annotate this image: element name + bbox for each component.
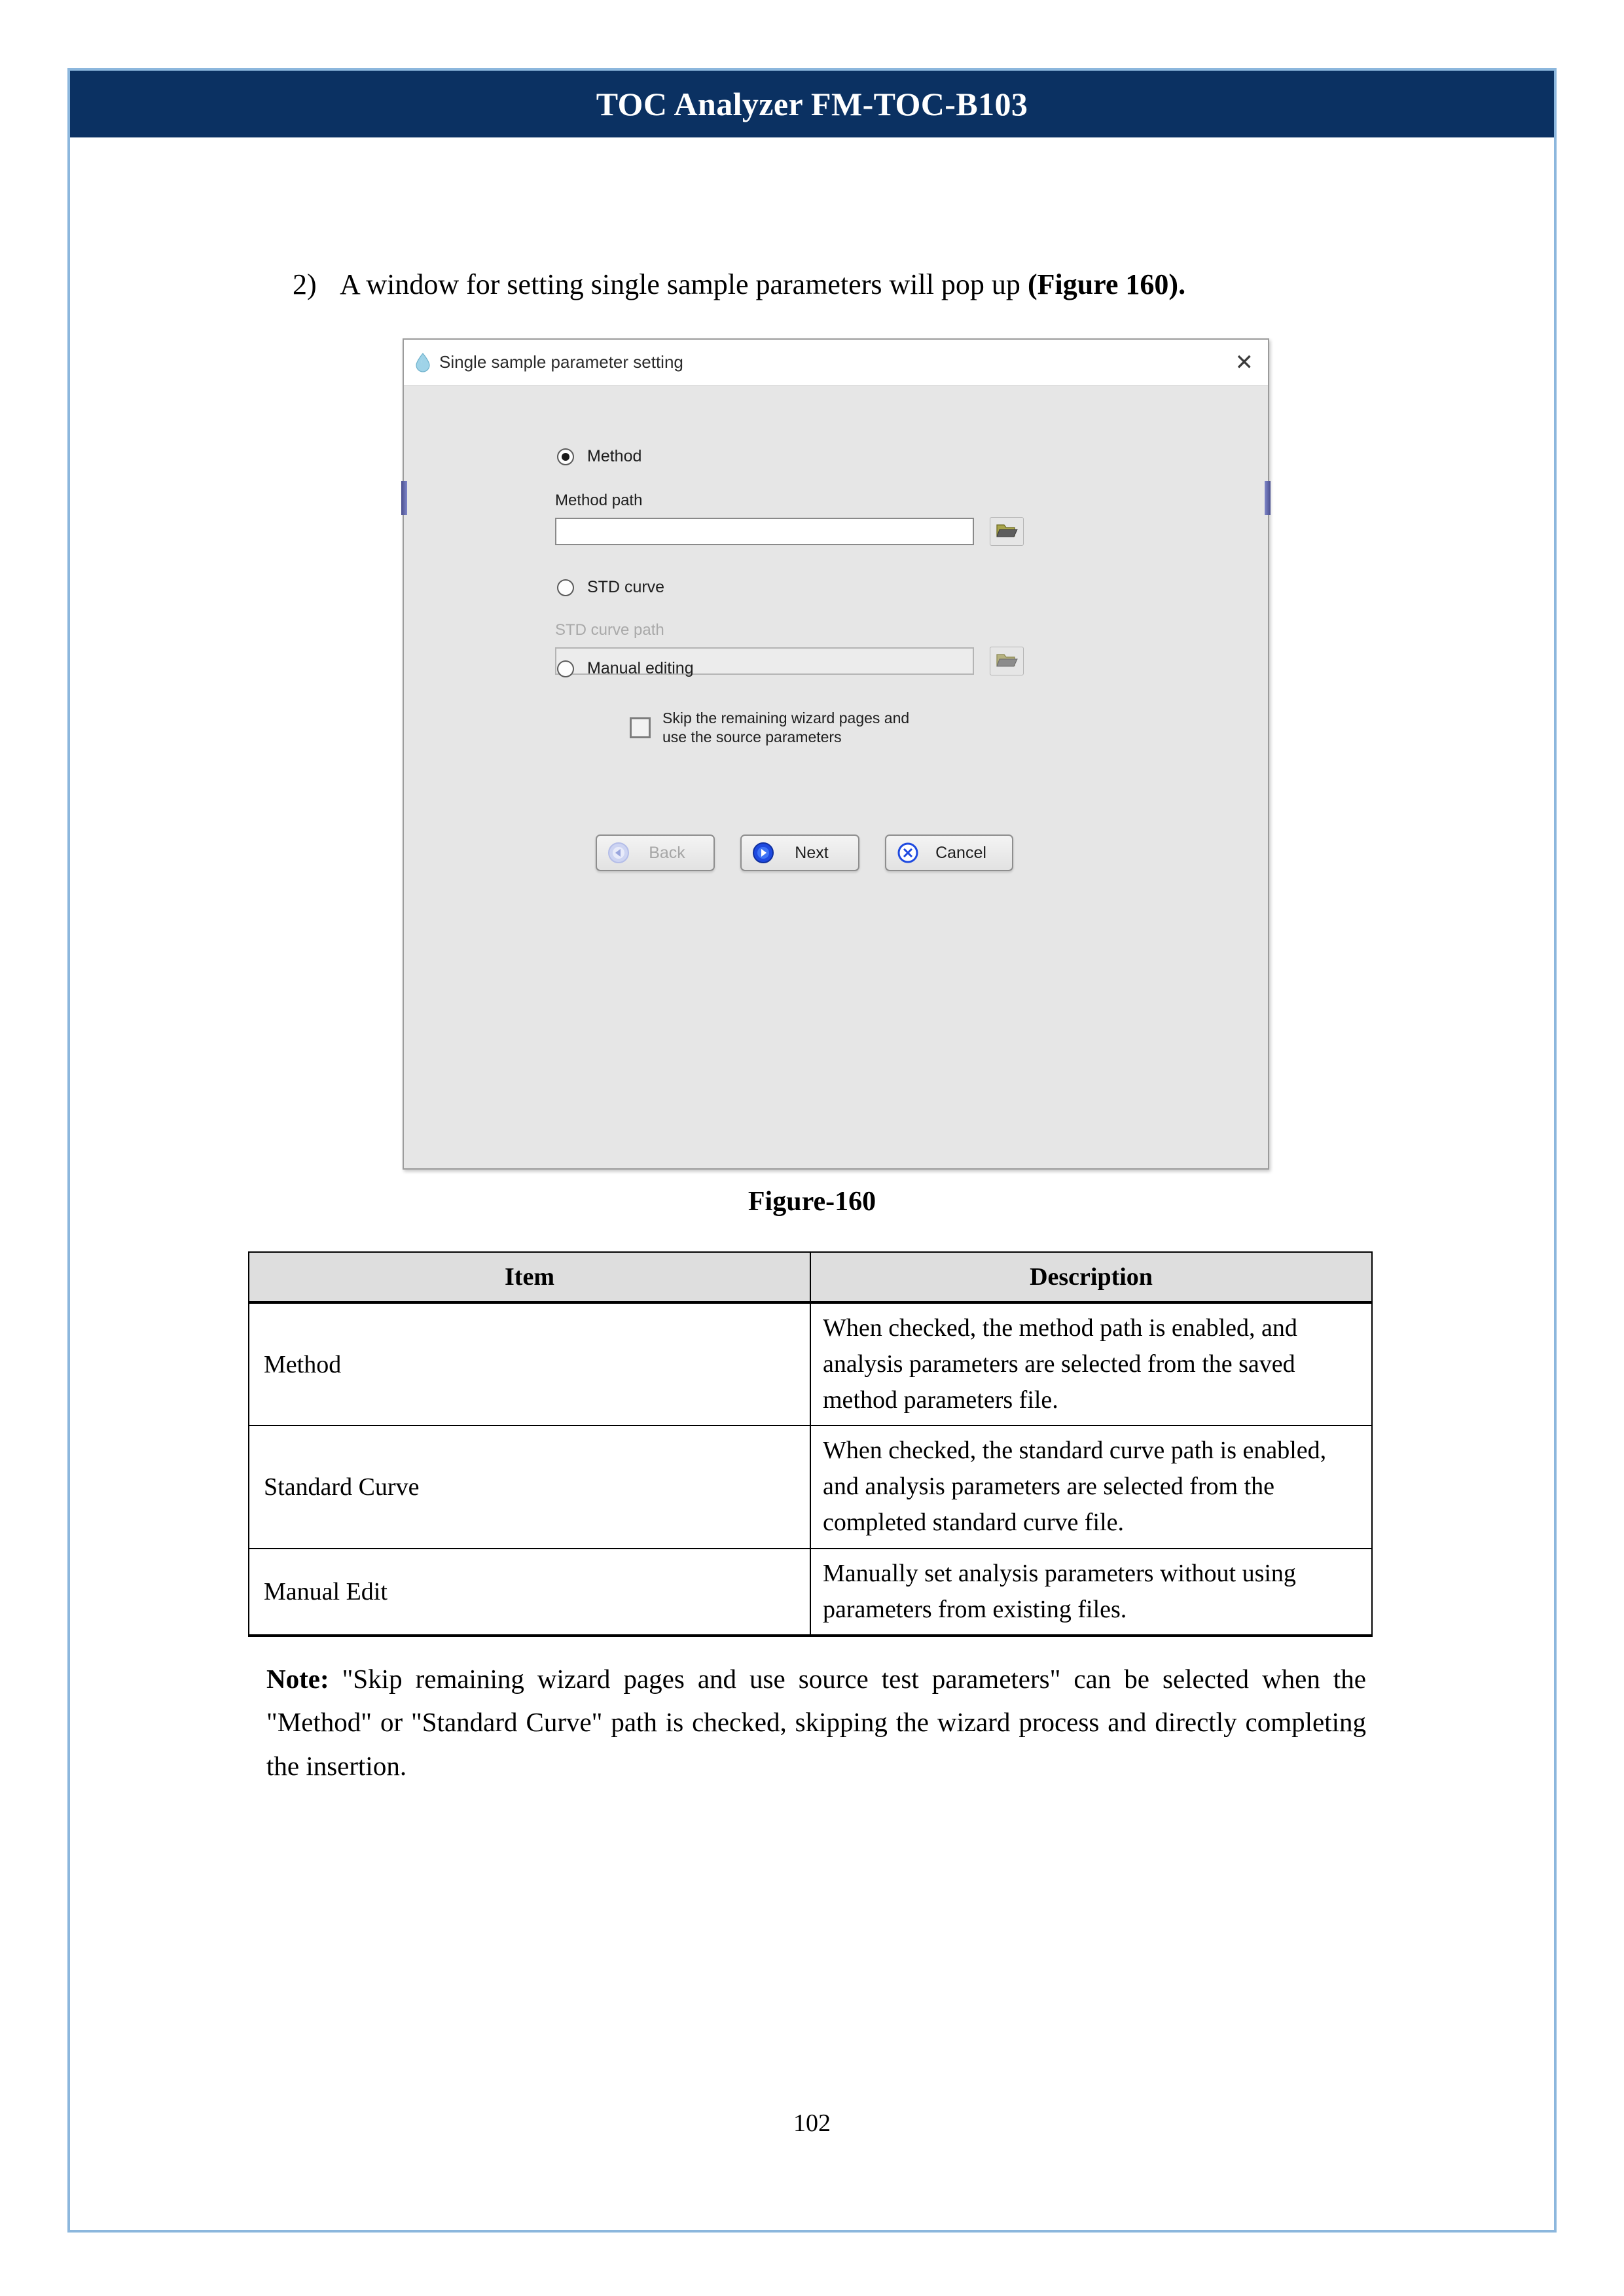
radio-std-curve-label: STD curve — [587, 578, 665, 596]
page-content — [70, 139, 1554, 2230]
method-path-input[interactable] — [555, 518, 974, 545]
cancel-button[interactable] — [885, 834, 1013, 871]
close-icon[interactable]: ✕ — [1235, 350, 1254, 375]
radio-option-manual-editing[interactable] — [557, 659, 694, 678]
method-path-label: Method path — [555, 492, 643, 509]
table-row — [249, 1302, 1372, 1426]
open-folder-icon — [996, 522, 1018, 542]
dialog-titlebar — [404, 340, 1268, 386]
table-row — [249, 1549, 1372, 1636]
radio-method-indicator[interactable] — [557, 448, 574, 465]
open-folder-icon — [996, 651, 1018, 672]
table-cell-item: Manual Edit — [249, 1549, 810, 1636]
skip-wizard-label-line2: use the source parameters — [662, 728, 842, 746]
background-window-edge-right — [1265, 481, 1271, 515]
document-header — [70, 71, 1554, 137]
water-droplet-icon — [414, 353, 431, 372]
skip-wizard-checkbox[interactable] — [630, 717, 651, 738]
table-header-row — [249, 1252, 1372, 1302]
page-number: 102 — [793, 2109, 831, 2137]
table-cell-item: Standard Curve — [249, 1426, 810, 1548]
item-description-table — [248, 1251, 1373, 1637]
back-button-label: Back — [649, 843, 685, 862]
method-path-browse-button[interactable] — [990, 517, 1024, 546]
step-instruction — [293, 266, 1471, 302]
radio-method-label: Method — [587, 447, 642, 465]
next-button[interactable] — [740, 834, 859, 871]
table-cell-item: Method — [249, 1302, 810, 1426]
radio-manual-editing-indicator[interactable] — [557, 660, 574, 677]
step-number: 2) — [293, 268, 317, 300]
table-header-item: Item — [249, 1252, 810, 1302]
radio-option-method[interactable] — [557, 447, 641, 466]
table-header-description: Description — [810, 1252, 1372, 1302]
background-window-edge-left — [401, 481, 407, 515]
cancel-button-label: Cancel — [935, 843, 986, 862]
table-cell-description: When checked, the standard curve path is enabled, and analysis parameters are selected from the completed standard curve file. — [810, 1426, 1372, 1548]
note-paragraph — [266, 1657, 1366, 1787]
next-button-label: Next — [795, 843, 829, 862]
page-title: TOC Analyzer FM-TOC-B103 — [596, 86, 1028, 122]
std-curve-path-label: STD curve path — [555, 621, 664, 639]
cancel-circle-icon — [895, 840, 920, 865]
single-sample-parameter-dialog — [403, 338, 1269, 1170]
note-label: Note: — [266, 1664, 329, 1694]
arrow-left-circle-icon — [606, 840, 631, 865]
skip-wizard-checkbox-label — [662, 709, 909, 747]
step-figure-ref: (Figure 160). — [1027, 268, 1186, 300]
radio-option-std-curve[interactable] — [557, 578, 664, 597]
dialog-title: Single sample parameter setting — [439, 352, 683, 372]
skip-wizard-checkbox-row[interactable] — [630, 709, 909, 747]
radio-std-curve-indicator[interactable] — [557, 579, 574, 596]
table-cell-description: Manually set analysis parameters without using parameters from existing files. — [810, 1549, 1372, 1636]
radio-manual-editing-label: Manual editing — [587, 659, 694, 677]
skip-wizard-label-line1: Skip the remaining wizard pages and — [662, 709, 910, 726]
table-row — [249, 1426, 1372, 1548]
std-curve-path-browse-button[interactable] — [990, 647, 1024, 675]
step-text: A window for setting single sample parameters will pop up — [340, 268, 1028, 300]
back-button[interactable] — [596, 834, 715, 871]
arrow-right-circle-icon — [751, 840, 776, 865]
note-body: "Skip remaining wizard pages and use source test parameters" can be selected when the "Method" or "Standard Curve" path is checked, skipping the wizard process and directly completing the insertion. — [266, 1664, 1366, 1781]
table-cell-description: When checked, the method path is enabled, and analysis parameters are selected from the saved method parameters file. — [810, 1302, 1372, 1426]
figure-caption: Figure-160 — [748, 1187, 876, 1217]
